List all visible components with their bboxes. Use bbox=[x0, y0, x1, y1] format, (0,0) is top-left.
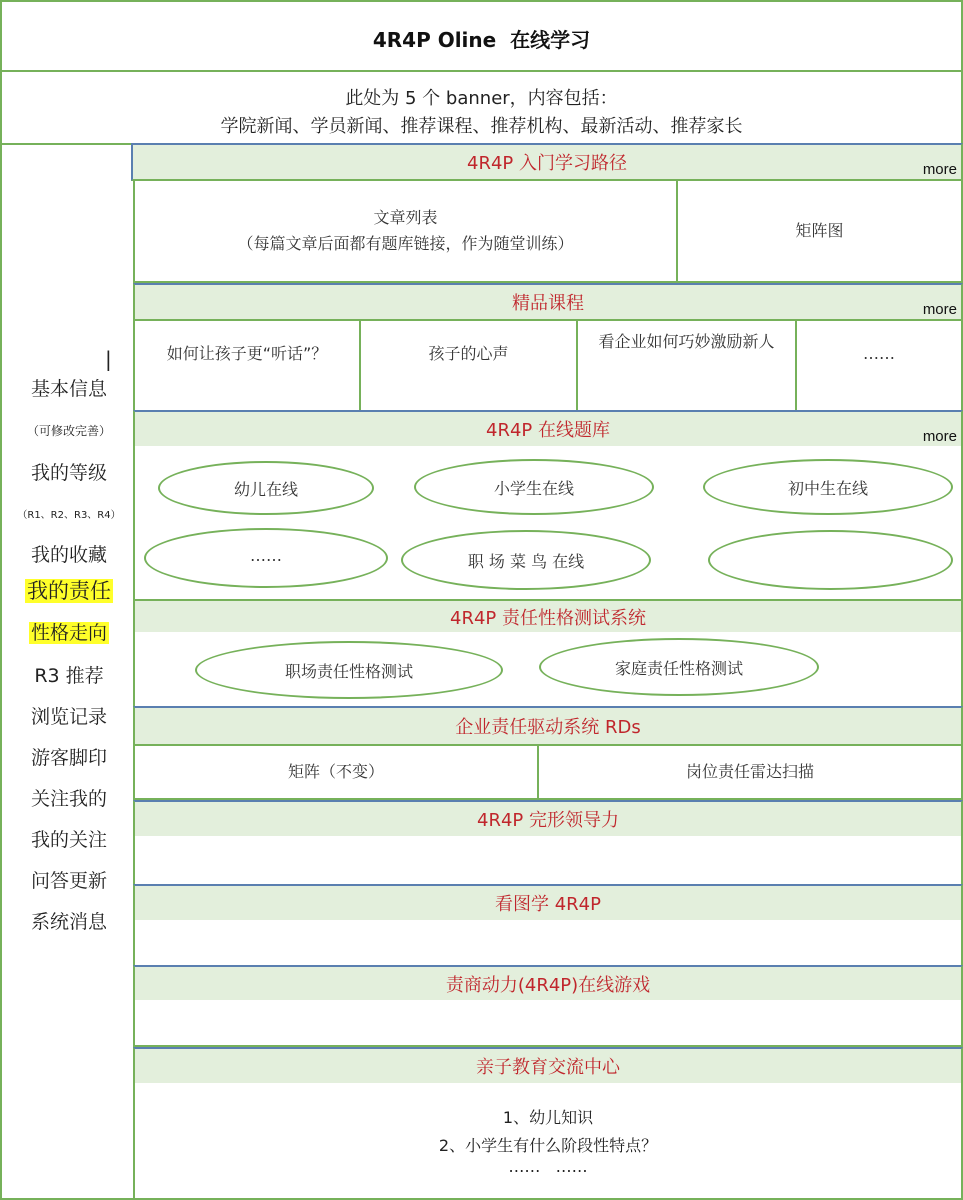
course-card[interactable] bbox=[576, 319, 797, 412]
section-title-personality-test: 4R4P 责任性格测试系统 bbox=[450, 607, 646, 629]
section-header-leadership bbox=[133, 800, 963, 838]
test-label: 家庭责任性格测试 bbox=[614, 658, 743, 678]
page-title: 4R4P Oline 在线学习 bbox=[372, 28, 591, 52]
course-card[interactable] bbox=[359, 319, 578, 412]
section-header-online-game bbox=[133, 965, 963, 1002]
sidebar-note-editable: （可修改完善） bbox=[26, 424, 111, 438]
section-title-parenting: 亲子教育交流中心 bbox=[476, 1057, 620, 1078]
quiz-label: 初中生在线 bbox=[787, 478, 868, 498]
section-header-quiz-bank bbox=[133, 410, 963, 448]
rds-matrix-cell[interactable] bbox=[133, 744, 539, 800]
sidebar-item-followers[interactable]: 关注我的 bbox=[30, 788, 107, 810]
quiz-label: 职 场 菜 鸟 在线 bbox=[467, 551, 585, 571]
sidebar-note-levels: （R1、R2、R3、R4） bbox=[17, 510, 121, 521]
picture-learning-panel bbox=[133, 920, 963, 967]
quiz-oval-more[interactable] bbox=[144, 528, 388, 588]
sidebar-item-basic-info[interactable]: 基本信息 bbox=[30, 378, 107, 400]
sidebar-item-following[interactable]: 我的关注 bbox=[30, 829, 107, 851]
section-title-online-game: 责商动力(4R4P)在线游戏 bbox=[445, 974, 651, 996]
quiz-label: 幼儿在线 bbox=[233, 479, 298, 499]
quiz-oval-primary[interactable] bbox=[414, 459, 654, 515]
banner-line-1: 此处为 5 个 banner，内容包括： bbox=[345, 88, 618, 109]
article-list-note: （每篇文章后面都有题库链接，作为随堂训练） bbox=[237, 234, 574, 253]
quiz-oval-empty[interactable] bbox=[708, 530, 953, 590]
sidebar-item-my-level[interactable]: 我的等级 bbox=[30, 462, 107, 484]
course-title-ellipsis: …… bbox=[863, 344, 895, 363]
quiz-label: 小学生在线 bbox=[493, 478, 574, 498]
sidebar-item-qa-updates[interactable]: 问答更新 bbox=[30, 870, 107, 892]
quiz-oval-junior-high[interactable] bbox=[703, 459, 953, 515]
more-link-quiz-bank[interactable]: more bbox=[922, 428, 957, 445]
sidebar-item-system-messages[interactable]: 系统消息 bbox=[30, 911, 107, 933]
banner-line-2: 学院新闻、学员新闻、推荐课程、推荐机构、最新活动、推荐家长 bbox=[220, 116, 743, 137]
sidebar bbox=[0, 143, 136, 1200]
quiz-oval-kindergarten[interactable] bbox=[158, 461, 374, 515]
matrix-chart-label: 矩阵图 bbox=[795, 221, 844, 240]
test-oval-family[interactable] bbox=[539, 638, 819, 696]
course-card[interactable] bbox=[133, 319, 361, 412]
article-list-cell[interactable] bbox=[133, 179, 678, 283]
section-header-personality-test bbox=[133, 599, 963, 634]
more-link-learning-path[interactable]: more bbox=[922, 161, 957, 178]
section-title-learning-path: 4R4P 入门学习路径 bbox=[467, 153, 627, 174]
course-title: 看企业如何巧妙激励新人 bbox=[598, 332, 775, 351]
sidebar-item-visitor-footprints[interactable]: 游客脚印 bbox=[30, 747, 107, 769]
banner-area[interactable] bbox=[0, 70, 963, 145]
sidebar-item-personality-trend-label: 性格走向 bbox=[30, 622, 107, 644]
test-label: 职场责任性格测试 bbox=[284, 661, 413, 681]
parenting-line-3: …… …… bbox=[508, 1157, 588, 1176]
section-title-leadership: 4R4P 完形领导力 bbox=[477, 810, 619, 831]
section-header-learning-path bbox=[131, 143, 963, 181]
section-header-parenting bbox=[133, 1047, 963, 1085]
test-oval-workplace[interactable] bbox=[195, 641, 503, 699]
matrix-chart-cell[interactable] bbox=[676, 179, 963, 283]
section-header-rds bbox=[133, 706, 963, 746]
sidebar-item-my-responsibility-label: 我的责任 bbox=[27, 579, 111, 603]
parenting-line-1[interactable]: 1、幼儿知识 bbox=[502, 1108, 594, 1127]
section-title-courses: 精品课程 bbox=[512, 293, 584, 314]
more-link-courses[interactable]: more bbox=[922, 301, 957, 318]
rds-matrix-label: 矩阵（不变） bbox=[287, 762, 384, 781]
section-header-picture-learning bbox=[133, 884, 963, 922]
quiz-oval-workplace-newbie[interactable] bbox=[401, 530, 651, 590]
parenting-panel bbox=[133, 1083, 963, 1200]
sidebar-item-personality-trend[interactable] bbox=[2, 618, 136, 645]
rds-radar-label: 岗位责任雷达扫描 bbox=[685, 762, 814, 781]
sidebar-item-my-responsibility[interactable] bbox=[2, 575, 136, 605]
rds-radar-cell[interactable] bbox=[537, 744, 963, 800]
sidebar-item-r3-recommend[interactable]: R3 推荐 bbox=[34, 665, 104, 687]
sidebar-item-my-favorites[interactable]: 我的收藏 bbox=[30, 544, 107, 566]
section-title-quiz-bank: 4R4P 在线题库 bbox=[486, 420, 610, 441]
page-header bbox=[0, 0, 963, 72]
sidebar-item-browse-history[interactable]: 浏览记录 bbox=[30, 706, 107, 728]
article-list-label: 文章列表 bbox=[373, 208, 438, 227]
section-header-courses bbox=[133, 283, 963, 321]
section-title-picture-learning: 看图学 4R4P bbox=[495, 894, 601, 915]
course-card-more[interactable] bbox=[795, 319, 963, 412]
section-title-rds: 企业责任驱动系统 RDs bbox=[455, 717, 641, 738]
parenting-line-2[interactable]: 2、小学生有什么阶段性特点？ bbox=[438, 1136, 658, 1155]
quiz-label: …… bbox=[250, 546, 282, 565]
course-title: 孩子的心声 bbox=[428, 344, 509, 363]
text-cursor: | bbox=[105, 347, 112, 371]
online-game-panel bbox=[133, 1000, 963, 1047]
leadership-panel bbox=[133, 836, 963, 886]
course-title: 如何让孩子更“听话”？ bbox=[166, 344, 328, 363]
